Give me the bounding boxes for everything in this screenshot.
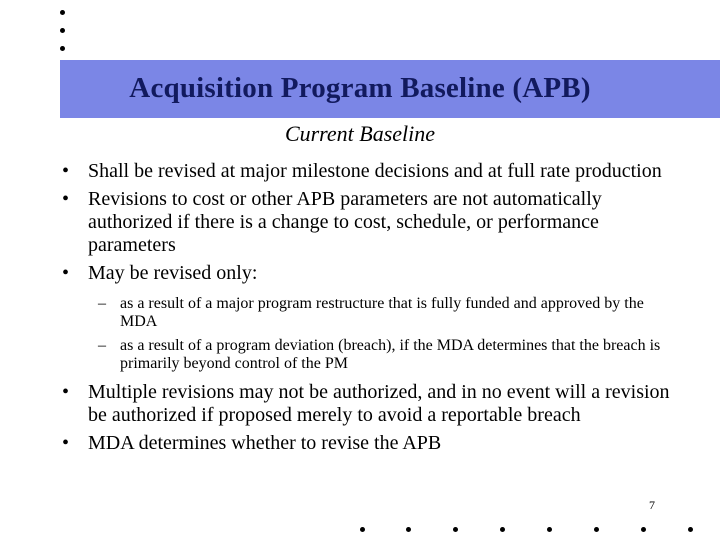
page-number: 7: [649, 498, 655, 512]
decor-dot: [641, 527, 646, 532]
bullet-text: Revisions to cost or other APB parameters are not automatically authorized if there is a change to cost, schedule, or performance parameters: [88, 188, 602, 256]
decor-dot: [60, 28, 65, 33]
bullet-text: May be revised only:: [88, 262, 258, 284]
decor-dot: [360, 527, 365, 532]
decor-dot: [406, 527, 411, 532]
sub-bullet-text: as a result of a major program restructure that is fully funded and approved by the MDA: [120, 295, 644, 330]
decorative-dots-bottom: [0, 527, 720, 535]
bullet-mark: •: [62, 432, 70, 454]
bullet-mark: •: [62, 381, 70, 403]
bullet-mark: •: [62, 262, 70, 284]
slide-title: Acquisition Program Baseline (APB): [129, 72, 591, 104]
bullet-mark: •: [62, 160, 70, 182]
sub-bullet-mark: –: [98, 295, 106, 312]
bullet-text: MDA determines whether to revise the APB: [88, 432, 442, 454]
sub-bullet-text: as a result of a program deviation (breach), if the MDA determines that the breach is primarily beyond control of the PM: [120, 337, 661, 372]
slide-subtitle: Current Baseline: [284, 121, 436, 146]
sub-bullet-list: [60, 295, 680, 373]
decor-dot: [500, 527, 505, 532]
bullet-item: [60, 188, 680, 257]
decor-dot: [547, 527, 552, 532]
sub-bullet-item: [60, 337, 680, 373]
bullet-item: [60, 381, 680, 427]
sub-bullet-mark: –: [98, 337, 106, 354]
bullet-item: [60, 432, 680, 455]
bullet-mark: •: [62, 188, 70, 210]
bullet-item: [60, 262, 680, 285]
slide-content: [60, 160, 680, 460]
bullet-text: Shall be revised at major milestone decisions and at full rate production: [88, 160, 662, 182]
decor-dot: [453, 527, 458, 532]
sub-bullet-item: [60, 295, 680, 331]
bullet-text: Multiple revisions may not be authorized, and in no event will a revision be authorized if proposed merely to avoid a reportable breach: [88, 381, 670, 426]
decor-dot: [594, 527, 599, 532]
decor-dot: [60, 46, 65, 51]
bullet-item: [60, 160, 680, 183]
decor-dot: [688, 527, 693, 532]
decor-dot: [60, 10, 65, 15]
